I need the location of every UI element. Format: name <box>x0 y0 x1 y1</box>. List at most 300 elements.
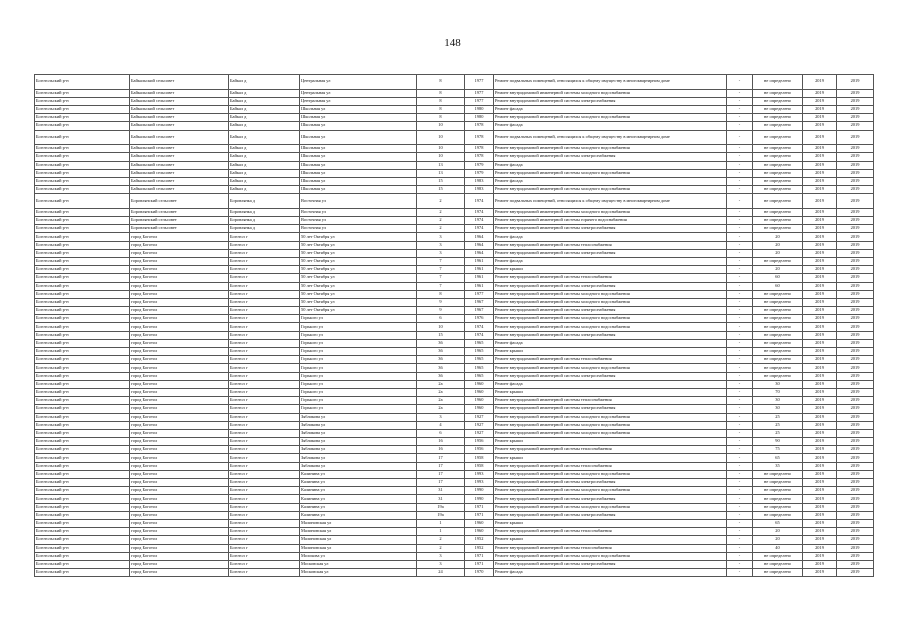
cell-municipality: город Боготол <box>130 479 229 487</box>
cell-settlement: Боготол г <box>229 356 300 364</box>
table-row <box>35 356 874 364</box>
cell-work-type: Ремонт внутридомовой инженерной системы электроснабжения <box>494 97 727 105</box>
cell-year: 1960 <box>465 397 494 405</box>
cell-district: Боготольский р-н <box>35 479 130 487</box>
cell-work-type: Ремонт внутридомовой инженерной системы холодного водоснабжения <box>494 208 727 216</box>
cell-plan-year: 2019 <box>803 421 837 429</box>
cell-work-type: Ремонт внутридомовой инженерной системы теплоснабжения <box>494 544 727 552</box>
table-row <box>35 462 874 470</box>
cell-district: Боготольский р-н <box>35 177 130 185</box>
cell-year: 1974 <box>465 194 494 209</box>
cell-municipality: Байкальский сельсовет <box>130 89 229 97</box>
cell-term: 65 <box>753 519 803 527</box>
cell-district: Боготольский р-н <box>35 257 130 265</box>
cell-year: 1967 <box>465 307 494 315</box>
cell-year: 1974 <box>465 225 494 233</box>
cell-street: Малиновская ул <box>300 536 417 544</box>
table-row <box>35 194 874 209</box>
cell-plan-year: 2019 <box>803 97 837 105</box>
cell-year: 1980 <box>465 114 494 122</box>
table-row <box>35 145 874 153</box>
cell-plan-year: 2019 <box>803 487 837 495</box>
cell-district: Боготольский р-н <box>35 217 130 225</box>
cell-cost: - <box>727 153 753 161</box>
cell-year: 1979 <box>465 161 494 169</box>
cell-district: Боготольский р-н <box>35 105 130 113</box>
cell-street: 50 лет Октября ул <box>300 307 417 315</box>
cell-plan-year: 2019 <box>803 479 837 487</box>
cell-street: Зябликова ул <box>300 438 417 446</box>
cell-municipality: город Боготол <box>130 257 229 265</box>
cell-municipality: город Боготол <box>130 503 229 511</box>
cell-settlement: Боготол г <box>229 397 300 405</box>
cell-year: 1990 <box>465 495 494 503</box>
cell-end-year: 2019 <box>837 364 874 372</box>
cell-year: 1952 <box>465 536 494 544</box>
cell-work-type: Ремонт фасада <box>494 177 727 185</box>
cell-plan-year: 2019 <box>803 208 837 216</box>
cell-street: Калинина ул <box>300 470 417 478</box>
cell-plan-year: 2019 <box>803 217 837 225</box>
cell-street: Зябликова ул <box>300 413 417 421</box>
cell-house: 2а <box>417 388 465 396</box>
cell-work-type: Ремонт внутридомовой инженерной системы электроснабжения <box>494 249 727 257</box>
cell-street: Калинина ул <box>300 479 417 487</box>
cell-end-year: 2019 <box>837 323 874 331</box>
cell-term: 25 <box>753 429 803 437</box>
cell-district: Боготольский р-н <box>35 331 130 339</box>
cell-term: 20 <box>753 249 803 257</box>
cell-house: 16 <box>417 438 465 446</box>
cell-settlement: Боготол г <box>229 495 300 503</box>
cell-house: 3 <box>417 560 465 568</box>
cell-year: 1961 <box>465 257 494 265</box>
cell-street: Калинина ул <box>300 487 417 495</box>
cell-municipality: Байкальский сельсовет <box>130 169 229 177</box>
cell-house: 17 <box>417 479 465 487</box>
cell-end-year: 2019 <box>837 454 874 462</box>
cell-house: 15 <box>417 331 465 339</box>
cell-settlement: Боготол г <box>229 519 300 527</box>
cell-cost: - <box>727 339 753 347</box>
cell-cost: - <box>727 186 753 194</box>
cell-house: 13 <box>417 169 465 177</box>
cell-municipality: город Боготол <box>130 348 229 356</box>
cell-settlement: Боготол г <box>229 364 300 372</box>
cell-end-year: 2019 <box>837 331 874 339</box>
cell-year: 1974 <box>465 331 494 339</box>
cell-street: Школьная ул <box>300 186 417 194</box>
cell-district: Боготольский р-н <box>35 397 130 405</box>
cell-work-type: Ремонт внутридомовой инженерной системы холодного водоснабжения <box>494 114 727 122</box>
cell-settlement: Боготол г <box>229 462 300 470</box>
cell-term: не определено <box>753 315 803 323</box>
cell-district: Боготольский р-н <box>35 282 130 290</box>
cell-term: 35 <box>753 462 803 470</box>
cell-municipality: город Боготол <box>130 233 229 241</box>
cell-plan-year: 2019 <box>803 536 837 544</box>
cell-year: 1956 <box>465 438 494 446</box>
table-row <box>35 282 874 290</box>
cell-plan-year: 2019 <box>803 105 837 113</box>
table-row <box>35 298 874 306</box>
table-row <box>35 405 874 413</box>
cell-municipality: город Боготол <box>130 290 229 298</box>
cell-settlement: Боготол г <box>229 503 300 511</box>
cell-end-year: 2019 <box>837 479 874 487</box>
cell-street: Малиновская ул <box>300 519 417 527</box>
cell-work-type: Ремонт подвальных помещений, относящихся к общему имуществу в многоквартирном доме <box>494 194 727 209</box>
cell-settlement: Боготол г <box>229 552 300 560</box>
cell-end-year: 2019 <box>837 372 874 380</box>
cell-year: 1958 <box>465 454 494 462</box>
cell-term: не определено <box>753 339 803 347</box>
cell-end-year: 2019 <box>837 405 874 413</box>
cell-end-year: 2019 <box>837 75 874 90</box>
cell-term: не определено <box>753 364 803 372</box>
cell-municipality: город Боготол <box>130 315 229 323</box>
cell-year: 1983 <box>465 186 494 194</box>
cell-end-year: 2019 <box>837 560 874 568</box>
cell-year: 1960 <box>465 405 494 413</box>
cell-district: Боготольский р-н <box>35 145 130 153</box>
cell-district: Боготольский р-н <box>35 97 130 105</box>
cell-year: 1960 <box>465 519 494 527</box>
table-row <box>35 233 874 241</box>
cell-end-year: 2019 <box>837 145 874 153</box>
cell-work-type: Ремонт подвальных помещений, относящихся к общему имуществу в многоквартирном доме <box>494 130 727 145</box>
cell-street: 50 лет Октября ул <box>300 282 417 290</box>
cell-settlement: Боготол г <box>229 528 300 536</box>
cell-district: Боготольский р-н <box>35 446 130 454</box>
cell-municipality: Байкальский сельсовет <box>130 186 229 194</box>
table-row <box>35 348 874 356</box>
cell-plan-year: 2019 <box>803 413 837 421</box>
cell-term: не определено <box>753 225 803 233</box>
cell-settlement: Боготол г <box>229 266 300 274</box>
cell-settlement: Боготол г <box>229 544 300 552</box>
cell-plan-year: 2019 <box>803 429 837 437</box>
table-row <box>35 372 874 380</box>
cell-cost: - <box>727 274 753 282</box>
cell-term: 70 <box>753 388 803 396</box>
cell-district: Боготольский р-н <box>35 528 130 536</box>
cell-plan-year: 2019 <box>803 462 837 470</box>
table-row <box>35 429 874 437</box>
cell-work-type: Ремонт внутридомовой инженерной системы теплоснабжения <box>494 241 727 249</box>
cell-street: Школьная ул <box>300 145 417 153</box>
cell-term: не определено <box>753 105 803 113</box>
cell-municipality: город Боготол <box>130 569 229 577</box>
cell-settlement: Боготол г <box>229 470 300 478</box>
cell-year: 1961 <box>465 274 494 282</box>
cell-plan-year: 2019 <box>803 282 837 290</box>
cell-settlement: Байкал д <box>229 122 300 130</box>
cell-municipality: город Боготол <box>130 462 229 470</box>
table-row <box>35 323 874 331</box>
cell-district: Боготольский р-н <box>35 266 130 274</box>
cell-term: не определено <box>753 487 803 495</box>
cell-year: 1974 <box>465 208 494 216</box>
cell-street: Зябликова ул <box>300 462 417 470</box>
cell-district: Боготольский р-н <box>35 274 130 282</box>
cell-street: Горького ул <box>300 372 417 380</box>
table-row <box>35 511 874 519</box>
table-row <box>35 454 874 462</box>
cell-house: 8 <box>417 105 465 113</box>
cell-municipality: город Боготол <box>130 544 229 552</box>
cell-plan-year: 2019 <box>803 495 837 503</box>
cell-cost: - <box>727 397 753 405</box>
cell-municipality: город Боготол <box>130 405 229 413</box>
cell-district: Боготольский р-н <box>35 519 130 527</box>
cell-plan-year: 2019 <box>803 528 837 536</box>
cell-plan-year: 2019 <box>803 307 837 315</box>
cell-year: 1961 <box>465 282 494 290</box>
cell-street: Школьная ул <box>300 122 417 130</box>
cell-term: 25 <box>753 421 803 429</box>
cell-settlement: Боготол г <box>229 307 300 315</box>
table-row <box>35 495 874 503</box>
cell-street: 50 лет Октября ул <box>300 249 417 257</box>
cell-district: Боготольский р-н <box>35 429 130 437</box>
table-row <box>35 208 874 216</box>
cell-cost: - <box>727 114 753 122</box>
cell-work-type: Ремонт фасада <box>494 122 727 130</box>
cell-street: Школьная ул <box>300 130 417 145</box>
cell-term: не определено <box>753 89 803 97</box>
cell-work-type: Ремонт внутридомовой инженерной системы холодного водоснабжения <box>494 470 727 478</box>
cell-settlement: Байкал д <box>229 161 300 169</box>
cell-district: Боготольский р-н <box>35 503 130 511</box>
cell-work-type: Ремонт фасада <box>494 380 727 388</box>
table-row <box>35 161 874 169</box>
cell-year: 1965 <box>465 356 494 364</box>
cell-cost: - <box>727 413 753 421</box>
cell-street: Восточная ул <box>300 225 417 233</box>
cell-house: 2а <box>417 380 465 388</box>
cell-end-year: 2019 <box>837 89 874 97</box>
cell-term: не определено <box>753 298 803 306</box>
cell-house: 36 <box>417 356 465 364</box>
cell-municipality: город Боготол <box>130 372 229 380</box>
cell-year: 1956 <box>465 446 494 454</box>
cell-house: 7 <box>417 266 465 274</box>
table-row <box>35 544 874 552</box>
cell-cost: - <box>727 122 753 130</box>
table-row <box>35 225 874 233</box>
cell-settlement: Боготол г <box>229 479 300 487</box>
cell-house: 17 <box>417 470 465 478</box>
cell-cost: - <box>727 208 753 216</box>
cell-municipality: город Боготол <box>130 519 229 527</box>
cell-cost: - <box>727 241 753 249</box>
cell-street: Горького ул <box>300 323 417 331</box>
cell-plan-year: 2019 <box>803 161 837 169</box>
cell-plan-year: 2019 <box>803 560 837 568</box>
cell-plan-year: 2019 <box>803 89 837 97</box>
cell-district: Боготольский р-н <box>35 249 130 257</box>
cell-street: Центральная ул <box>300 75 417 90</box>
cell-work-type: Ремонт внутридомовой инженерной системы холодного водоснабжения <box>494 315 727 323</box>
cell-settlement: Боготол г <box>229 446 300 454</box>
cell-cost: - <box>727 569 753 577</box>
cell-municipality: Байкальский сельсовет <box>130 130 229 145</box>
cell-work-type: Ремонт внутридомовой инженерной системы теплоснабжения <box>494 528 727 536</box>
cell-work-type: Ремонт фасада <box>494 105 727 113</box>
cell-municipality: Байкальский сельсовет <box>130 75 229 90</box>
cell-plan-year: 2019 <box>803 446 837 454</box>
cell-street: Малиновская ул <box>300 544 417 552</box>
cell-house: 36 <box>417 339 465 347</box>
cell-term: не определено <box>753 75 803 90</box>
cell-cost: - <box>727 511 753 519</box>
cell-work-type: Ремонт внутридомовой инженерной системы холодного водоснабжения <box>494 503 727 511</box>
cell-work-type: Ремонт внутридомовой инженерной системы теплоснабжения <box>494 274 727 282</box>
cell-plan-year: 2019 <box>803 454 837 462</box>
cell-house: 2а <box>417 397 465 405</box>
cell-term: не определено <box>753 470 803 478</box>
cell-year: 1927 <box>465 413 494 421</box>
cell-settlement: Боготол г <box>229 331 300 339</box>
cell-district: Боготольский р-н <box>35 511 130 519</box>
cell-house: 16 <box>417 446 465 454</box>
cell-house: 10 <box>417 145 465 153</box>
cell-plan-year: 2019 <box>803 331 837 339</box>
cell-work-type: Ремонт крыши <box>494 454 727 462</box>
cell-work-type: Ремонт крыши <box>494 348 727 356</box>
cell-work-type: Ремонт фасада <box>494 161 727 169</box>
cell-house: 2 <box>417 208 465 216</box>
cell-end-year: 2019 <box>837 438 874 446</box>
cell-municipality: Боровлянский сельсовет <box>130 217 229 225</box>
cell-street: Московская ул <box>300 560 417 568</box>
cell-cost: - <box>727 519 753 527</box>
cell-house: 8 <box>417 75 465 90</box>
cell-settlement: Боровлянка д <box>229 194 300 209</box>
cell-settlement: Боготол г <box>229 257 300 265</box>
cell-settlement: Байкал д <box>229 130 300 145</box>
cell-street: 50 лет Октября ул <box>300 290 417 298</box>
table-row <box>35 364 874 372</box>
cell-street: Восточная ул <box>300 208 417 216</box>
cell-house: 2 <box>417 217 465 225</box>
cell-street: Молокова ул <box>300 552 417 560</box>
cell-end-year: 2019 <box>837 307 874 315</box>
cell-plan-year: 2019 <box>803 339 837 347</box>
cell-district: Боготольский р-н <box>35 569 130 577</box>
cell-street: Калинина ул <box>300 495 417 503</box>
cell-municipality: Байкальский сельсовет <box>130 122 229 130</box>
cell-street: Горького ул <box>300 397 417 405</box>
cell-work-type: Ремонт подвальных помещений, относящихся к общему имуществу в многоквартирном доме <box>494 75 727 90</box>
cell-house: 7 <box>417 257 465 265</box>
cell-work-type: Ремонт внутридомовой инженерной системы электроснабжения <box>494 307 727 315</box>
cell-work-type: Ремонт внутридомовой инженерной системы электроснабжения <box>494 511 727 519</box>
cell-plan-year: 2019 <box>803 249 837 257</box>
cell-plan-year: 2019 <box>803 511 837 519</box>
cell-end-year: 2019 <box>837 105 874 113</box>
cell-settlement: Боготол г <box>229 487 300 495</box>
cell-cost: - <box>727 225 753 233</box>
cell-term: не определено <box>753 186 803 194</box>
cell-settlement: Боровлянка д <box>229 208 300 216</box>
cell-year: 1965 <box>465 372 494 380</box>
cell-work-type: Ремонт крыши <box>494 519 727 527</box>
cell-municipality: город Боготол <box>130 421 229 429</box>
cell-end-year: 2019 <box>837 274 874 282</box>
cell-year: 1927 <box>465 421 494 429</box>
cell-plan-year: 2019 <box>803 130 837 145</box>
cell-year: 1964 <box>465 233 494 241</box>
cell-house: 9 <box>417 298 465 306</box>
table-row <box>35 75 874 90</box>
cell-settlement: Байкал д <box>229 89 300 97</box>
cell-end-year: 2019 <box>837 569 874 577</box>
cell-year: 1960 <box>465 388 494 396</box>
cell-street: Восточная ул <box>300 194 417 209</box>
cell-district: Боготольский р-н <box>35 536 130 544</box>
cell-cost: - <box>727 161 753 169</box>
cell-municipality: город Боготол <box>130 454 229 462</box>
cell-municipality: город Боготол <box>130 380 229 388</box>
cell-year: 1978 <box>465 122 494 130</box>
cell-district: Боготольский р-н <box>35 307 130 315</box>
table-row <box>35 413 874 421</box>
cell-cost: - <box>727 462 753 470</box>
cell-district: Боготольский р-н <box>35 194 130 209</box>
cell-year: 1970 <box>465 569 494 577</box>
cell-year: 1980 <box>465 105 494 113</box>
cell-house: 10 <box>417 323 465 331</box>
cell-district: Боготольский р-н <box>35 405 130 413</box>
cell-street: Восточная ул <box>300 217 417 225</box>
table-row <box>35 266 874 274</box>
cell-year: 1960 <box>465 380 494 388</box>
cell-municipality: город Боготол <box>130 266 229 274</box>
cell-work-type: Ремонт внутридомовой инженерной системы холодного водоснабжения <box>494 552 727 560</box>
cell-cost: - <box>727 536 753 544</box>
cell-municipality: Байкальский сельсовет <box>130 97 229 105</box>
cell-municipality: город Боготол <box>130 397 229 405</box>
cell-term: не определено <box>753 97 803 105</box>
cell-term: не определено <box>753 511 803 519</box>
cell-plan-year: 2019 <box>803 372 837 380</box>
cell-year: 1977 <box>465 89 494 97</box>
cell-municipality: город Боготол <box>130 552 229 560</box>
cell-plan-year: 2019 <box>803 186 837 194</box>
cell-house: 36 <box>417 348 465 356</box>
cell-settlement: Боготол г <box>229 298 300 306</box>
cell-work-type: Ремонт фасада <box>494 233 727 241</box>
cell-plan-year: 2019 <box>803 315 837 323</box>
cell-end-year: 2019 <box>837 161 874 169</box>
cell-term: не определено <box>753 161 803 169</box>
cell-work-type: Ремонт внутридомовой инженерной системы холодного водоснабжения <box>494 145 727 153</box>
cell-work-type: Ремонт внутридомовой инженерной системы горячего водоснабжения <box>494 217 727 225</box>
cell-end-year: 2019 <box>837 186 874 194</box>
cell-street: Зябликова ул <box>300 454 417 462</box>
cell-end-year: 2019 <box>837 257 874 265</box>
cell-term: не определено <box>753 169 803 177</box>
cell-work-type: Ремонт внутридомовой инженерной системы электроснабжения <box>494 331 727 339</box>
cell-work-type: Ремонт внутридомовой инженерной системы теплоснабжения <box>494 356 727 364</box>
cell-street: Горького ул <box>300 331 417 339</box>
cell-plan-year: 2019 <box>803 75 837 90</box>
cell-end-year: 2019 <box>837 290 874 298</box>
cell-end-year: 2019 <box>837 446 874 454</box>
cell-settlement: Байкал д <box>229 114 300 122</box>
